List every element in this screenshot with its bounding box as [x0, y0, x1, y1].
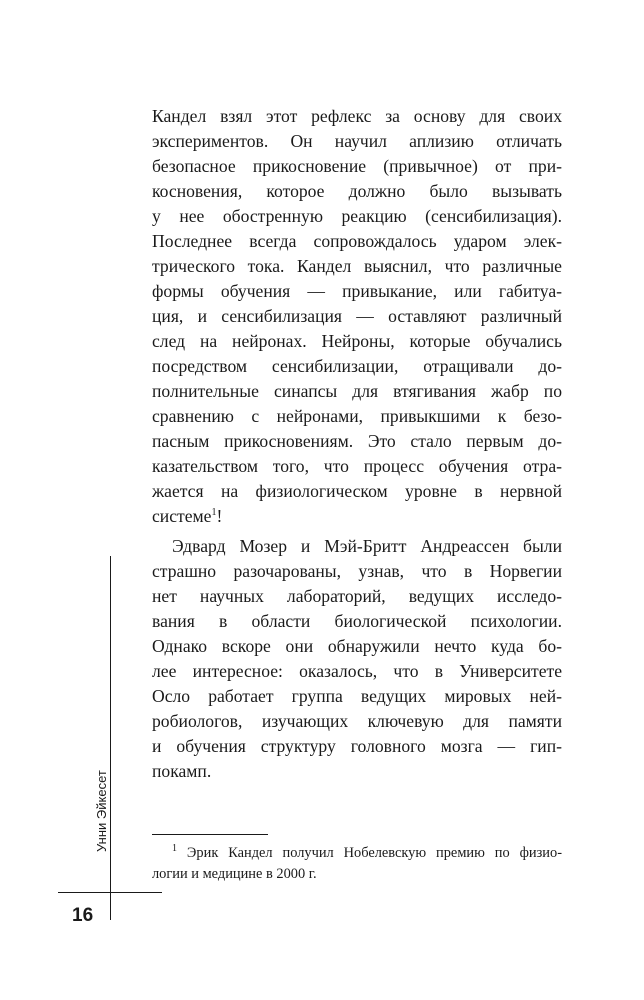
- text-fragment: Эдвард Мозер и Мэй-Бритт Андреассен были: [172, 536, 562, 556]
- text-line: Однако вскоре они обнаружили нечто куда бо-: [152, 636, 562, 656]
- paragraph-1: [152, 104, 562, 529]
- footnote: [152, 843, 562, 885]
- text-fragment: !: [216, 506, 223, 526]
- text-line: [152, 534, 562, 559]
- text-fragment: Эрик Кандел получил Нобелевскую премию по физио-: [186, 845, 562, 861]
- text-line: лее интересное: оказалось, что в Университете: [152, 661, 562, 681]
- text-line: Последнее всегда сопровождалось ударом элек-: [152, 231, 562, 251]
- main-text: [152, 104, 562, 784]
- text-line: посредством сенсибилизации, отращивали до-: [152, 356, 562, 376]
- text-line: казательством того, что процесс обучения отра-: [152, 456, 562, 476]
- footnote-separator: [152, 834, 268, 835]
- paragraph-2: [152, 534, 562, 784]
- text-line: безопасное прикосновение (привычное) от при-: [152, 156, 562, 176]
- margin-horizontal-rule: [58, 892, 162, 893]
- text-line-last: [152, 504, 562, 529]
- text-line: страшно разочарованы, узнав, что в Норвегии: [152, 561, 562, 581]
- text-line: след на нейронах. Нейроны, которые обучались: [152, 331, 562, 351]
- text-line: ция, и сенсибилизация — оставляют различный: [152, 306, 562, 326]
- text-line: робиологов, изучающих ключевую для памяти: [152, 711, 562, 731]
- text-line: Осло работает группа ведущих мировых ней-: [152, 686, 562, 706]
- text-line-last: покамп.: [152, 761, 212, 781]
- footnote-marker: 1: [172, 843, 177, 855]
- text-line: пасным прикосновениям. Это стало первым до-: [152, 431, 562, 451]
- text-line: полнительные синапсы для втягивания жабр по: [152, 381, 562, 401]
- text-fragment: системе: [152, 506, 212, 526]
- text-line: у нее обостренную реакцию (сенсибилизация).: [152, 206, 562, 226]
- footnote-line: логии и медицине в 2000 г.: [152, 866, 317, 882]
- margin-vertical-rule: [110, 556, 111, 920]
- text-line: вания в области биологической психологии.: [152, 611, 562, 631]
- text-line: косновения, которое должно было вызывать: [152, 181, 562, 201]
- footnote-reference[interactable]: 1: [211, 507, 217, 519]
- text-line: и обучения структуру головного мозга — гип-: [152, 736, 562, 756]
- running-author: Унни Эйкесет: [94, 770, 109, 852]
- text-line: сравнению с нейронами, привыкшими к безо-: [152, 406, 562, 426]
- footnote-line: [152, 843, 562, 864]
- text-line: трического тока. Кандел выяснил, что различные: [152, 256, 562, 276]
- text-line: экспериментов. Он научил аплизию отличать: [152, 131, 562, 151]
- text-line: формы обучения — привыкание, или габитуа-: [152, 281, 562, 301]
- text-line: жается на физиологическом уровне в нервной: [152, 481, 562, 501]
- text-line: Кандел взял этот рефлекс за основу для своих: [152, 106, 562, 126]
- page-number: 16: [72, 905, 94, 926]
- text-line: нет научных лабораторий, ведущих исследо-: [152, 586, 562, 606]
